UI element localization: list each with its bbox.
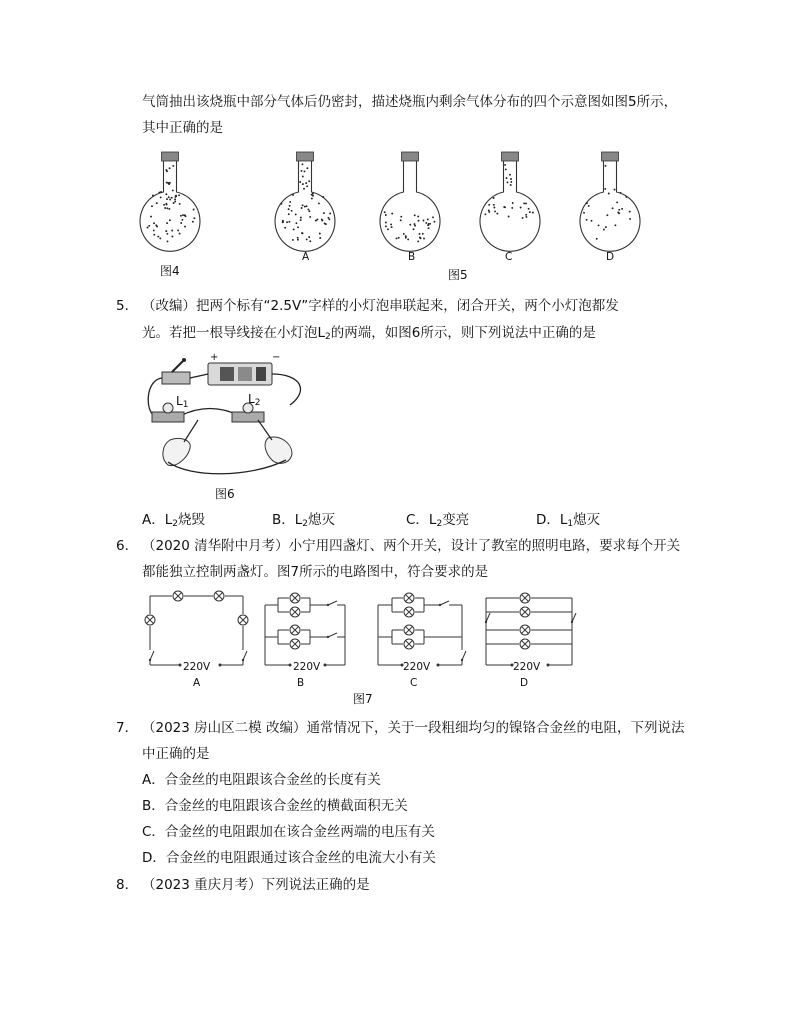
lamp-l2-label: $L_2$ <box>248 392 261 408</box>
circuit-b-switch-2 <box>327 633 337 638</box>
q7-number: 7． <box>116 720 139 736</box>
q6-number: 6． <box>116 538 139 554</box>
circuit-a <box>145 591 248 667</box>
circuit-a-switch-2 <box>242 651 247 661</box>
q5-text-line2: 光。若把一根导线接在小灯泡$L_2$的两端，如图6所示，则下列说法中正确的是 <box>142 325 596 342</box>
q4-text-line2: 其中正确的是 <box>142 120 223 136</box>
q8-number: 8． <box>116 877 139 893</box>
flask-label-a: A <box>302 251 310 263</box>
q7-option-b: B．合金丝的电阻跟该合金丝的横截面积无关 <box>142 798 408 814</box>
q7-text-line1: （2023 房山区二模 改编）通常情况下，关于一段粗细均匀的镍铬合金丝的电阻，下列说法 <box>142 720 685 736</box>
q7-text-line2: 中正确的是 <box>142 746 210 762</box>
circuit-d-voltage: 220V <box>513 661 541 673</box>
circuit-label-c: C <box>410 677 418 689</box>
circuit-a-voltage: 220V <box>183 661 211 673</box>
circuit-c <box>378 593 466 667</box>
q5-option-c: C．$L_2$变亮 <box>406 512 470 529</box>
q6-text-line1: （2020 清华附中月考）小宁用四盏灯、两个开关，设计了教室的照明电路，要求每个开关 <box>142 538 681 554</box>
circuit-b-voltage: 220V <box>293 661 321 673</box>
q7-option-d: D．合金丝的电阻跟通过该合金丝的电流大小有关 <box>142 850 436 866</box>
battery-plus-label: + <box>210 352 219 363</box>
fig5-caption: 图5 <box>448 268 468 282</box>
fig6-caption: 图6 <box>215 487 235 501</box>
q5-option-b: B．$L_2$熄灭 <box>272 512 336 529</box>
battery-minus-label: − <box>272 352 281 363</box>
circuit-c-switch-2 <box>461 651 466 661</box>
q5-option-a: A．$L_2$烧毁 <box>142 512 205 529</box>
circuit-b <box>265 593 345 667</box>
q4-text-line1: 气筒抽出该烧瓶中部分气体后仍密封，描述烧瓶内剩余气体分布的四个示意图如图5所示， <box>142 94 678 110</box>
q8-text-line1: （2023 重庆月考）下列说法正确的是 <box>142 877 370 893</box>
circuit-label-b: B <box>297 677 305 689</box>
circuit-d <box>485 593 576 667</box>
q7-option-a: A．合金丝的电阻跟该合金丝的长度有关 <box>142 772 381 788</box>
flask-label-c: C <box>505 251 513 263</box>
flask-label-d: D <box>606 251 615 263</box>
q5-text-line1: （改编）把两个标有“2.5V”字样的小灯泡串联起来，闭合开关，两个小灯泡都发 <box>142 298 619 314</box>
fig4-caption: 图4 <box>160 264 180 278</box>
q6-text-line2: 都能独立控制两盏灯。图7所示的电路图中，符合要求的是 <box>142 564 489 580</box>
circuit-c-switch-1 <box>439 601 449 606</box>
flask-label-b: B <box>408 251 416 263</box>
circuit-a-switch-1 <box>149 651 154 661</box>
q5-option-d: D．$L_1$熄灭 <box>536 512 601 529</box>
circuit-label-a: A <box>193 677 201 689</box>
circuit-b-switch-1 <box>327 601 337 606</box>
q5-number: 5． <box>116 298 139 314</box>
lamp-l1-label: $L_1$ <box>176 394 189 410</box>
fig7-caption: 图7 <box>353 692 373 706</box>
circuit-c-voltage: 220V <box>403 661 431 673</box>
circuit-label-d: D <box>520 677 529 689</box>
q7-option-c: C．合金丝的电阻跟加在该合金丝两端的电压有关 <box>142 824 435 840</box>
